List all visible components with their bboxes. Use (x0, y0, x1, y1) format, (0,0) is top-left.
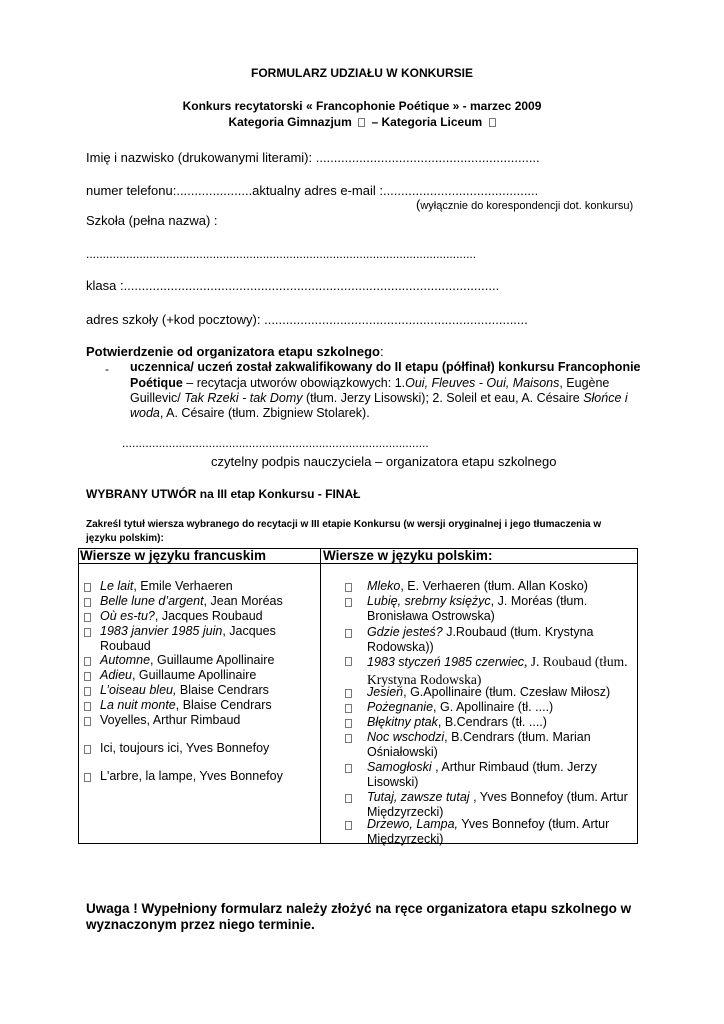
french-poem-line (100, 769, 283, 784)
french-poem-line (100, 741, 269, 756)
polish-checkbox-icon[interactable] (345, 719, 352, 728)
french-poem-item[interactable] (100, 741, 269, 756)
polish-checkbox-icon[interactable] (345, 821, 352, 830)
polish-poem-author: , Arthur Rimbaud (tłum. Jerzy (431, 760, 597, 774)
polish-poem-title: Drzewo, Lampa, (367, 817, 459, 831)
french-poem-title: Automne (100, 653, 151, 667)
french-poem-author: , Jean Moréas (203, 594, 283, 608)
polish-poem-author: , G. Apollinaire (tł. ....) (433, 700, 554, 714)
qualification-line3 (130, 391, 628, 405)
qualification-line2 (130, 376, 609, 390)
note-line-2: wyznaczonym przez niego terminie. (86, 917, 315, 932)
polish-poem-author: , G.Apollinaire (tłum. Czesław Miłosz) (403, 685, 611, 699)
polish-poem-title: Błękitny ptak (367, 715, 438, 729)
french-checkbox-icon[interactable] (84, 613, 91, 622)
polish-poem-item[interactable] (367, 730, 591, 760)
polish-poem-line (367, 625, 594, 640)
email-note-text: wyłącznie do korespondencji dot. konkursu) (420, 200, 634, 212)
polish-checkbox-icon[interactable] (345, 598, 352, 607)
french-poem-line (100, 653, 274, 668)
confirmation-heading-text: Potwierdzenie od organizatora etapu szkolnego (86, 344, 380, 359)
school-address-field[interactable]: adres szkoły (+kod pocztowy): ......................................................................... (86, 312, 528, 327)
polish-poem-author-cont: Międzyrzecki) (367, 805, 444, 819)
form-title: FORMULARZ UDZIAŁU W KONKURSIE (251, 66, 473, 80)
polish-poem-author: , Yves Bonnefoy (tłum. Artur (469, 790, 628, 804)
polish-poem-title: Tutaj, zawsze tutaj (367, 790, 470, 804)
french-poem-author-cont: Roubaud (100, 639, 151, 653)
french-poem-line (100, 609, 263, 624)
polish-poem-title: Mleko (367, 579, 401, 593)
french-poem-author: , Jacques Roubaud (154, 609, 263, 623)
french-checkbox-icon[interactable] (84, 672, 91, 681)
french-poem-item[interactable] (100, 594, 283, 609)
french-poem-item[interactable] (100, 653, 274, 668)
polish-poem-line (367, 685, 610, 700)
confirmation-colon: : (380, 344, 384, 359)
polish-poem-line (367, 594, 587, 609)
school-field[interactable]: ..................................................................................................................... (86, 247, 477, 261)
polish-poem-author: , B.Cendrars (tł. ....) (437, 715, 547, 729)
poem-tak-rzeki: Tak Rzeki - tak Domy (184, 391, 303, 405)
french-poem-line (100, 594, 283, 609)
polish-poem-author-cont: Lisowski) (367, 775, 419, 789)
polish-poem-title: Lubię, srebrny księżyc (367, 594, 491, 608)
polish-checkbox-icon[interactable] (345, 657, 352, 666)
polish-checkbox-icon[interactable] (345, 734, 352, 743)
french-checkbox-icon[interactable] (84, 745, 91, 754)
final-heading: WYBRANY UTWÓR na III etap Konkursu - FINAŁ (86, 487, 361, 501)
polish-poem-line (367, 730, 591, 745)
french-poem-item[interactable] (100, 769, 283, 784)
polish-poem-item[interactable] (367, 685, 610, 700)
french-poem-author: L'arbre, la lampe, Yves Bonnefoy (100, 769, 283, 783)
polish-poem-title: Noc wschodzi (367, 730, 445, 744)
polish-poem-author-cont: Bronisława Ostrowska) (367, 609, 495, 623)
polish-poem-title: Gdzie jesteś? (367, 625, 443, 639)
polish-checkbox-icon[interactable] (345, 704, 352, 713)
polish-poem-author-cont: Krystyna Rodowska) (367, 672, 482, 687)
qualification-rest: – recytacja utworów obowiązkowych: 1. (182, 376, 406, 390)
category-line (0, 115, 724, 129)
polish-poem-title: Jesień (367, 685, 404, 699)
qualification-guillevic: Guillevic/ (130, 391, 185, 405)
qualification-line4 (130, 406, 370, 420)
final-instruction-1: Zakreśl tytuł wiersza wybranego do recytacji w III etapie Konkursu (w wersji oryginalnej i jego tłumaczenia w (86, 519, 602, 530)
email-note-paren: ( (416, 197, 421, 212)
french-checkbox-icon[interactable] (84, 773, 91, 782)
school-label: Szkoła (pełna nazwa) : (86, 213, 218, 228)
polish-poem-author: , E. Verhaeren (tłum. Allan Kosko) (400, 579, 588, 593)
signature-label: czytelny podpis nauczyciela – organizatora etapu szkolnego (211, 454, 557, 469)
polish-poem-item[interactable] (367, 625, 594, 655)
polish-poem-item[interactable] (367, 594, 587, 624)
polish-poem-item[interactable] (367, 715, 547, 730)
phone-email-field[interactable]: numer telefonu:.....................aktualny adres e-mail :........................................... (86, 183, 539, 198)
header-divider (79, 563, 637, 564)
category-gimnazjum: Kategoria Gimnazjum (228, 115, 352, 129)
polish-checkbox-icon[interactable] (345, 689, 352, 698)
french-poem-line (100, 579, 233, 594)
polish-poem-author-cont: Ośniałowski) (367, 745, 438, 759)
french-poem-item[interactable] (100, 668, 256, 683)
polish-poem-item[interactable] (367, 579, 588, 594)
french-poem-item[interactable] (100, 683, 269, 698)
category-liceum: – Kategoria Liceum (371, 115, 483, 129)
col-french-header: Wiersze w języku francuskim (80, 548, 266, 563)
polish-poem-author: , J. Moréas (tłum. (490, 594, 588, 608)
confirmation-dash: - (105, 362, 109, 376)
french-poem-author: , Guillaume Apollinaire (131, 668, 257, 682)
french-poem-title: L’oiseau bleu, (100, 683, 177, 697)
polish-poem-line (367, 715, 547, 730)
french-checkbox-icon[interactable] (84, 598, 91, 607)
polish-checkbox-icon[interactable] (345, 583, 352, 592)
french-poem-title: Le lait (100, 579, 134, 593)
polish-checkbox-icon[interactable] (345, 794, 352, 803)
qualification-line1: uczennica/ uczeń został zakwalifikowany do II etapu (półfinał) konkursu Francophonie (130, 360, 641, 374)
french-poem-title: Belle lune d’argent (100, 594, 204, 608)
french-checkbox-icon[interactable] (84, 687, 91, 696)
liceum-checkbox-icon[interactable] (489, 118, 496, 127)
french-poem-line (100, 683, 269, 698)
french-poem-author: Blaise Cendrars (176, 683, 269, 697)
poem-oui-fleuves: Oui, Fleuves - Oui, Maisons (405, 376, 560, 390)
confirmation-heading (86, 344, 384, 359)
french-poem-item[interactable] (100, 609, 263, 624)
french-poem-author: , Blaise Cendrars (175, 698, 272, 712)
polish-poem-author: Yves Bonnefoy (tłum. Artur (458, 817, 610, 831)
french-checkbox-icon[interactable] (84, 657, 91, 666)
polish-checkbox-icon[interactable] (345, 764, 352, 773)
polish-poem-item[interactable] (367, 760, 597, 790)
polish-poem-line (367, 817, 609, 832)
signature-line[interactable]: ............................................................................................ (122, 436, 429, 450)
french-poem-author: , Emile Verhaeren (133, 579, 233, 593)
polish-poem-title: Pożegnanie (367, 700, 434, 714)
class-field[interactable]: klasa :........................................................................................................ (86, 278, 500, 293)
polish-poem-item[interactable] (367, 653, 628, 688)
polish-poem-line (367, 653, 628, 671)
french-poem-title: 1983 janvier 1985 juin (100, 624, 223, 638)
french-checkbox-icon[interactable] (84, 628, 91, 637)
french-poem-title: Adieu (100, 668, 132, 682)
column-divider (320, 549, 321, 843)
french-poem-item[interactable] (100, 624, 276, 654)
french-poem-item[interactable] (100, 698, 272, 713)
name-field[interactable]: Imię i nazwisko (drukowanymi literami): .............................................................. (86, 150, 540, 165)
contest-name: Konkurs recytatorski « Francophonie Poétique » - marzec 2009 (182, 99, 542, 113)
polish-poem-item[interactable] (367, 790, 628, 820)
polish-poem-item[interactable] (367, 817, 609, 847)
french-checkbox-icon[interactable] (84, 583, 91, 592)
french-poem-line (100, 713, 240, 728)
gimnazjum-checkbox-icon[interactable] (358, 118, 365, 127)
qualification-bold: Poétique (130, 376, 183, 390)
col-polish-header: Wiersze w języku polskim: (323, 548, 493, 563)
french-poem-item[interactable] (100, 579, 233, 594)
french-poem-author: , Guillaume Apollinaire (150, 653, 275, 667)
final-instruction-2: języku polskim): (86, 533, 164, 544)
french-poem-author: Voyelles, Arthur Rimbaud (100, 713, 241, 727)
poems-table (78, 548, 638, 844)
polish-poem-item[interactable] (367, 700, 553, 715)
poem-author-guillevic: , Eugène (559, 376, 610, 390)
french-poem-title: La nuit monte (100, 698, 176, 712)
polish-poem-author: , B.Cendrars (tłum. Marian (444, 730, 591, 744)
french-checkbox-icon[interactable] (84, 717, 91, 726)
french-checkbox-icon[interactable] (84, 702, 91, 711)
email-note (416, 197, 633, 212)
polish-poem-author: J.Roubaud (tłum. Krystyna (442, 625, 594, 639)
qualification-cesaire: , A. Césaire (tłum. Zbigniew Stolarek). (159, 406, 370, 420)
french-poem-line (100, 624, 276, 639)
polish-poem-author-cont: Rodowska)) (367, 640, 434, 654)
polish-poem-author: , J. Roubaud (tłum. (524, 654, 628, 669)
polish-poem-line (367, 700, 553, 715)
french-poem-author: , Jacques (222, 624, 276, 638)
polish-poem-author-cont: Międzyrzecki) (367, 832, 444, 846)
french-poem-title: Où es-tu? (100, 609, 155, 623)
polish-checkbox-icon[interactable] (345, 629, 352, 638)
french-poem-author: Ici, toujours ici, Yves Bonnefoy (100, 741, 270, 755)
french-poem-line (100, 668, 256, 683)
polish-poem-title: Samogłoski (367, 760, 432, 774)
polish-poem-line (367, 579, 588, 594)
french-poem-line (100, 698, 272, 713)
poem-woda: woda (130, 406, 160, 420)
polish-poem-line (367, 760, 597, 775)
poem-slonce: Słońce i (583, 391, 628, 405)
polish-poem-line (367, 790, 628, 805)
note-line-1: Uwaga ! Wypełniony formularz należy złożyć na ręce organizatora etapu szkolnego w (86, 901, 632, 916)
polish-poem-title: 1983 styczeń 1985 czerwiec (367, 655, 525, 669)
qualification-soleil: (tłum. Jerzy Lisowski); 2. Soleil et eau, A. Césaire (302, 391, 584, 405)
french-poem-item[interactable] (100, 713, 240, 728)
